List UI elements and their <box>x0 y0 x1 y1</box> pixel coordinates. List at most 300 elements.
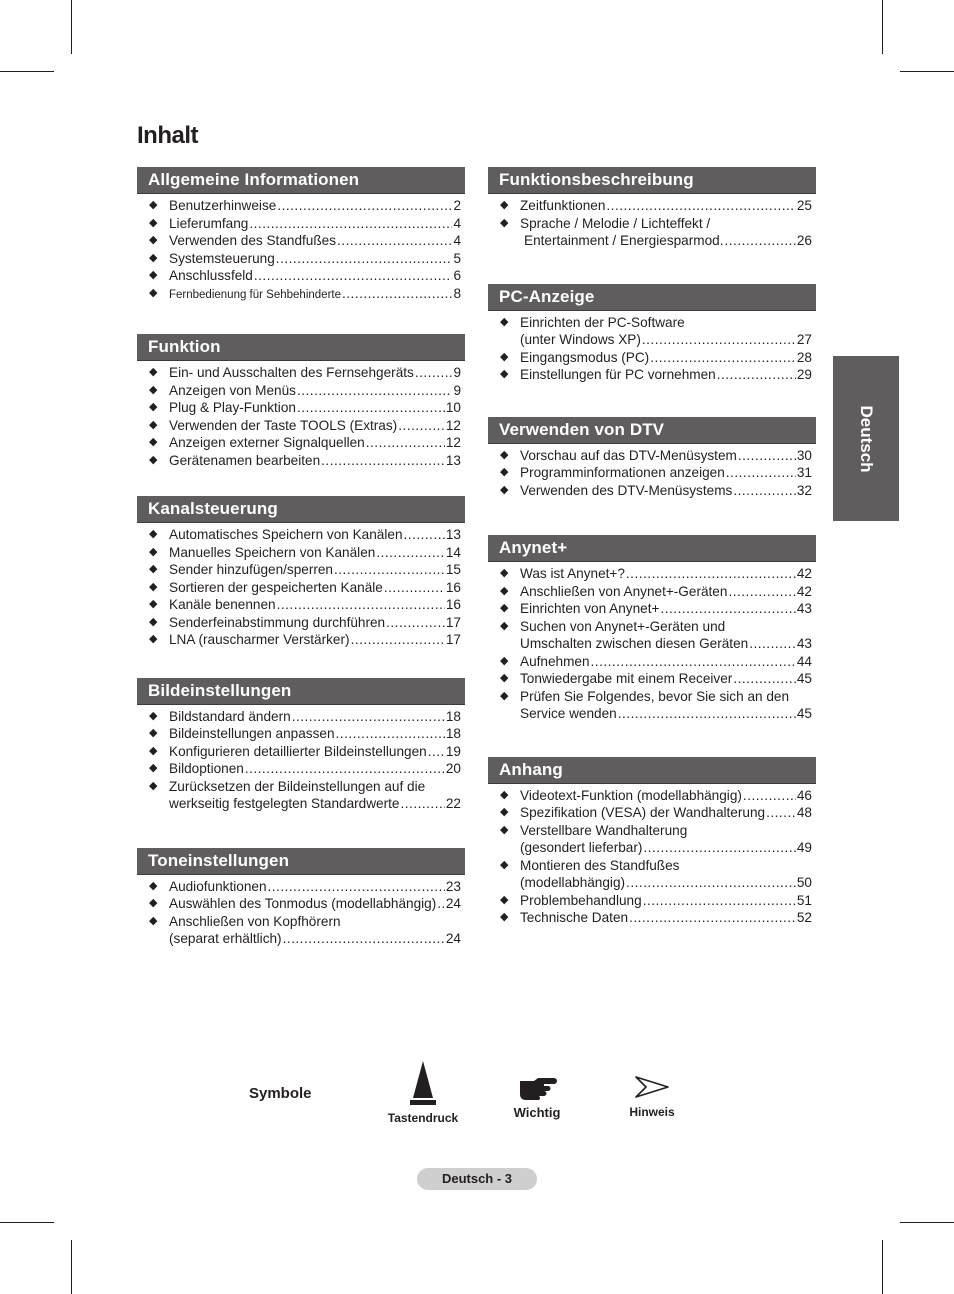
toc-entry-title: Entertainment / Energiesparmod. <box>524 233 724 248</box>
diamond-bullet-icon: ◆ <box>500 584 509 597</box>
diamond-bullet-icon: ◆ <box>500 806 509 818</box>
section-heading: Funktionsbeschreibung <box>488 167 816 194</box>
toc-entry[interactable] <box>137 895 465 913</box>
toc-entry-page: 27 <box>796 332 812 347</box>
diamond-bullet-icon: ◆ <box>500 368 509 380</box>
toc-list <box>137 364 465 469</box>
section-heading: Bildeinstellungen <box>137 678 465 705</box>
toc-entry-title: Bildstandard ändern <box>169 708 291 724</box>
section-heading: Verwenden von DTV <box>488 417 816 444</box>
dot-leader <box>749 635 796 653</box>
toc-entry-title: Plug & Play-Funktion <box>169 400 296 415</box>
toc-entry-page: 13 <box>445 452 461 468</box>
crop-mark <box>882 1240 883 1294</box>
toc-entry-page: 24 <box>445 931 461 946</box>
toc-entry-title-line: Prüfen Sie Folgendes, bevor Sie sich an den <box>520 688 790 704</box>
dot-leader <box>733 482 796 500</box>
toc-entry[interactable] <box>488 583 816 601</box>
toc-entry[interactable] <box>137 197 465 215</box>
toc-section <box>137 848 465 948</box>
toc-entry-title: (gesondert lieferbar) <box>520 840 643 855</box>
toc-entry[interactable] <box>137 544 465 562</box>
dot-leader <box>606 197 795 215</box>
diamond-bullet-icon: ◆ <box>500 619 509 632</box>
diamond-bullet-icon: ◆ <box>149 251 158 264</box>
dot-leader <box>337 232 452 250</box>
toc-section <box>137 334 465 469</box>
toc-entry[interactable] <box>488 653 816 671</box>
toc-entry-page: 19 <box>445 743 461 759</box>
toc-entry-title: Einrichten von Anynet+ <box>520 601 660 616</box>
diamond-bullet-icon: ◆ <box>149 401 158 413</box>
dot-leader <box>386 614 445 632</box>
crop-mark <box>900 1222 954 1223</box>
diamond-bullet-icon: ◆ <box>149 199 158 211</box>
diamond-bullet-icon: ◆ <box>500 788 509 801</box>
section-heading: Kanalsteuerung <box>137 496 465 523</box>
dot-leader <box>351 631 445 649</box>
diamond-bullet-icon: ◆ <box>500 689 509 702</box>
crop-mark <box>0 1222 54 1223</box>
dot-leader <box>733 670 796 688</box>
toc-entry[interactable] <box>488 618 816 653</box>
toc-entry-title: (separat erhältlich) <box>169 931 282 946</box>
toc-left-column <box>137 167 465 948</box>
toc-entry-title: Einstellungen für PC vornehmen <box>520 367 716 382</box>
diamond-bullet-icon: ◆ <box>500 602 509 614</box>
toc-entry-page: 43 <box>796 601 812 616</box>
dot-leader <box>384 579 445 597</box>
toc-entry-title-line: Montieren des Standfußes <box>520 857 680 873</box>
toc-list <box>137 197 465 304</box>
toc-entry[interactable] <box>137 285 465 305</box>
toc-entry-title-line: Zurücksetzen der Bildeinstellungen auf die <box>169 778 426 794</box>
toc-entry-page: 22 <box>445 796 461 811</box>
toc-list <box>137 708 465 813</box>
crop-mark <box>71 1240 72 1294</box>
section-heading: Anynet+ <box>488 535 816 562</box>
toc-entry-page: 13 <box>445 527 461 542</box>
toc-entry-page: 17 <box>445 632 461 647</box>
toc-list <box>488 787 816 927</box>
toc-entry[interactable] <box>488 892 816 910</box>
toc-entry-page: 42 <box>796 583 812 599</box>
toc-entry[interactable] <box>488 857 816 892</box>
crop-mark <box>0 71 54 72</box>
toc-entry[interactable] <box>137 743 465 761</box>
diamond-bullet-icon: ◆ <box>500 483 509 496</box>
toc-entry-title: Aufnehmen <box>520 653 590 669</box>
toc-entry-title-line: Suchen von Anynet+-Geräten und <box>520 618 726 634</box>
diamond-bullet-icon: ◆ <box>149 727 158 739</box>
dot-leader <box>626 565 796 583</box>
page-footer: Deutsch - 3 <box>417 1168 537 1190</box>
dot-leader <box>724 232 795 250</box>
toc-entry-page: 16 <box>445 579 461 595</box>
symbol-caption: Tastendruck <box>387 1111 459 1125</box>
dot-leader <box>642 331 796 349</box>
toc-entry[interactable] <box>137 452 465 470</box>
toc-entry-page: 10 <box>445 400 461 415</box>
toc-entry-page: 45 <box>796 671 812 686</box>
toc-entry[interactable] <box>137 417 465 435</box>
toc-entry-page: 20 <box>445 761 461 776</box>
toc-entry[interactable] <box>137 399 465 417</box>
section-heading: PC-Anzeige <box>488 284 816 311</box>
toc-entry-title: Anzeigen externer Signalquellen <box>169 435 365 450</box>
toc-section <box>137 678 465 813</box>
toc-entry-title: Anzeigen von Menüs <box>169 382 296 398</box>
dot-leader <box>276 250 453 268</box>
toc-entry[interactable] <box>137 561 465 579</box>
dot-leader <box>404 526 445 544</box>
toc-entry[interactable] <box>137 382 465 400</box>
diamond-bullet-icon: ◆ <box>149 744 158 757</box>
toc-section <box>488 757 816 927</box>
toc-entry-page: 18 <box>445 726 461 741</box>
toc-entry-title: Systemsteuerung <box>169 250 275 266</box>
diamond-bullet-icon: ◆ <box>149 366 158 378</box>
toc-entry[interactable] <box>488 804 816 822</box>
toc-entry-page: 44 <box>796 653 812 669</box>
diamond-bullet-icon: ◆ <box>500 567 509 579</box>
diamond-bullet-icon: ◆ <box>149 545 158 558</box>
toc-entry-title: (unter Windows XP) <box>520 332 641 347</box>
toc-entry-title: Fernbedienung für Sehbehinderte <box>169 288 341 301</box>
toc-entry-page: 9 <box>453 382 461 398</box>
dot-leader <box>643 839 795 857</box>
toc-entry[interactable] <box>137 232 465 250</box>
toc-entry[interactable] <box>488 464 816 482</box>
diamond-bullet-icon: ◆ <box>149 779 158 792</box>
toc-entry-page: 31 <box>796 465 812 480</box>
toc-entry[interactable] <box>137 760 465 778</box>
toc-section <box>137 496 465 649</box>
toc-entry-title: Anschließen von Anynet+-Geräten <box>520 583 728 599</box>
toc-entry-page: 9 <box>453 365 461 380</box>
diamond-bullet-icon: ◆ <box>149 528 158 540</box>
diamond-bullet-icon: ◆ <box>500 350 509 363</box>
diamond-bullet-icon: ◆ <box>149 615 158 628</box>
language-side-tab <box>833 356 899 521</box>
toc-entry[interactable] <box>137 526 465 544</box>
section-heading: Toneinstellungen <box>137 848 465 875</box>
diamond-bullet-icon: ◆ <box>500 448 509 461</box>
toc-entry-title: Tonwiedergabe mit einem Receiver <box>520 671 733 686</box>
diamond-bullet-icon: ◆ <box>149 580 158 593</box>
dot-leader <box>629 909 796 927</box>
toc-section <box>488 284 816 384</box>
toc-entry[interactable] <box>137 579 465 597</box>
symbols-label: Symbole <box>249 1085 312 1102</box>
toc-entry-title-line: Sprache / Melodie / Lichteffekt / <box>520 215 711 231</box>
toc-entry-page: 6 <box>453 268 461 283</box>
diamond-bullet-icon: ◆ <box>500 199 509 211</box>
toc-entry-page: 4 <box>453 215 461 231</box>
toc-entry-title: Auswählen des Tonmodus (modellabhängig) <box>169 896 437 911</box>
diamond-bullet-icon: ◆ <box>500 858 509 871</box>
toc-entry-page: 28 <box>796 349 812 365</box>
toc-entry[interactable] <box>137 708 465 726</box>
toc-entry-title: Was ist Anynet+? <box>520 566 625 581</box>
toc-entry-page: 32 <box>796 482 812 498</box>
toc-entry[interactable] <box>488 482 816 500</box>
diamond-bullet-icon: ◆ <box>149 436 158 448</box>
toc-section <box>488 167 816 250</box>
toc-entry-title: Videotext-Funktion (modellabhängig) <box>520 787 742 803</box>
dot-leader <box>297 382 452 400</box>
toc-entry[interactable] <box>488 565 816 583</box>
toc-list <box>488 197 816 250</box>
diamond-bullet-icon: ◆ <box>149 897 158 909</box>
diamond-bullet-icon: ◆ <box>500 672 509 684</box>
dot-leader <box>618 705 796 723</box>
toc-entry[interactable] <box>488 600 816 618</box>
toc-entry-title-line: Anschließen von Kopfhörern <box>169 913 341 929</box>
toc-entry-page: 51 <box>796 892 812 908</box>
toc-entry-title: Verwenden der Taste TOOLS (Extras) <box>169 417 398 433</box>
diamond-bullet-icon: ◆ <box>149 286 158 299</box>
toc-entry-page: 24 <box>445 896 461 911</box>
toc-section <box>137 167 465 304</box>
diamond-bullet-icon: ◆ <box>500 823 509 836</box>
toc-list <box>488 314 816 384</box>
toc-entry[interactable] <box>137 596 465 614</box>
dot-leader <box>245 760 445 778</box>
toc-entry-page: 50 <box>796 875 812 890</box>
toc-entry-page: 18 <box>445 708 461 724</box>
toc-entry-title: Senderfeinabstimmung durchführen <box>169 614 386 630</box>
toc-entry-page: 17 <box>445 614 461 630</box>
toc-entry[interactable] <box>137 250 465 268</box>
crop-mark <box>882 0 883 54</box>
section-heading: Anhang <box>488 757 816 784</box>
diamond-bullet-icon: ◆ <box>149 762 158 774</box>
symbol-caption: Wichtig <box>513 1105 561 1120</box>
toc-section <box>488 535 816 723</box>
diamond-bullet-icon: ◆ <box>149 879 158 892</box>
dot-leader <box>400 795 444 813</box>
toc-entry-title: Konfigurieren detaillierter Bildeinstellungen <box>169 743 427 759</box>
toc-entry[interactable] <box>488 366 816 384</box>
toc-entry-title: Gerätenamen bearbeiten <box>169 452 321 468</box>
diamond-bullet-icon: ◆ <box>149 598 158 610</box>
toc-entry[interactable] <box>137 878 465 896</box>
toc-entry-title: Verwenden des DTV-Menüsystems <box>520 482 733 498</box>
toc-list <box>488 565 816 723</box>
diamond-bullet-icon: ◆ <box>149 914 158 927</box>
diamond-bullet-icon: ◆ <box>149 269 158 281</box>
toc-entry[interactable] <box>488 197 816 215</box>
toc-entry[interactable] <box>488 314 816 349</box>
page-title: Inhalt <box>137 122 198 149</box>
toc-entry[interactable] <box>488 215 816 250</box>
toc-entry-title: Sortieren der gespeicherten Kanäle <box>169 579 383 595</box>
toc-entry-title: Benutzerhinweise <box>169 198 277 213</box>
toc-entry-title: Automatisches Speichern von Kanälen <box>169 527 403 542</box>
toc-entry-title: Programminformationen anzeigen <box>520 465 725 480</box>
toc-entry-title: Ein- und Ausschalten des Fernsehgeräts <box>169 365 414 380</box>
dot-leader <box>366 434 445 452</box>
dot-leader <box>728 583 795 601</box>
toc-entry-title: Anschlussfeld <box>169 268 253 283</box>
toc-entry[interactable] <box>137 434 465 452</box>
dot-leader <box>591 653 796 671</box>
toc-entry[interactable] <box>488 909 816 927</box>
toc-entry-page: 29 <box>796 367 812 382</box>
toc-entry-title: Kanäle benennen <box>169 597 276 612</box>
diamond-bullet-icon: ◆ <box>500 216 509 229</box>
toc-entry-page: 52 <box>796 910 812 925</box>
dot-leader <box>277 197 452 215</box>
toc-entry-title: Problembehandlung <box>520 892 642 908</box>
toc-entry-title: (modellabhängig) <box>520 875 626 890</box>
toc-entry[interactable] <box>488 688 816 723</box>
section-heading: Allgemeine Informationen <box>137 167 465 194</box>
press-arrow-icon <box>408 1060 438 1106</box>
dot-leader <box>249 215 452 233</box>
diamond-bullet-icon: ◆ <box>500 315 509 328</box>
toc-entry-page: 23 <box>445 878 461 894</box>
diamond-bullet-icon: ◆ <box>149 453 158 466</box>
symbol-important <box>500 1072 574 1120</box>
diamond-bullet-icon: ◆ <box>500 911 509 923</box>
dot-leader <box>726 464 796 482</box>
toc-entry[interactable] <box>137 215 465 233</box>
dot-leader <box>428 743 445 761</box>
toc-entry-page: 4 <box>453 233 461 248</box>
toc-entry[interactable] <box>137 913 465 948</box>
dot-leader <box>738 447 796 465</box>
toc-entry[interactable] <box>488 349 816 367</box>
diamond-bullet-icon: ◆ <box>149 234 158 246</box>
diamond-bullet-icon: ◆ <box>149 418 158 431</box>
diamond-bullet-icon: ◆ <box>500 893 509 906</box>
toc-entry-page: 42 <box>796 566 812 581</box>
toc-entry-page: 14 <box>445 544 461 560</box>
dot-leader <box>297 399 445 417</box>
toc-entry-title: Technische Daten <box>520 910 629 925</box>
toc-entry-title: Audiofunktionen <box>169 878 267 894</box>
dot-leader <box>717 366 796 384</box>
dot-leader <box>321 452 445 470</box>
toc-entry-page: 15 <box>445 562 461 577</box>
dot-leader <box>277 596 445 614</box>
toc-entry-page: 8 <box>453 285 461 301</box>
dot-leader <box>292 708 445 726</box>
toc-list <box>137 878 465 948</box>
dot-leader <box>743 787 796 805</box>
toc-entry-title: Sender hinzufügen/sperren <box>169 562 333 577</box>
crop-mark <box>71 0 72 54</box>
dot-leader <box>660 600 795 618</box>
dot-leader <box>336 725 445 743</box>
toc-entry-page: 30 <box>796 447 812 463</box>
toc-entry-title: Umschalten zwischen diesen Geräten <box>520 636 749 651</box>
toc-entry[interactable] <box>137 725 465 743</box>
toc-entry-title: Verwenden des Standfußes <box>169 233 337 248</box>
dot-leader <box>342 285 452 303</box>
toc-entry-title: Bildeinstellungen anpassen <box>169 726 335 741</box>
toc-entry-page: 12 <box>445 417 461 433</box>
toc-entry[interactable] <box>137 364 465 382</box>
dot-leader <box>643 892 796 910</box>
diamond-bullet-icon: ◆ <box>149 383 158 396</box>
toc-list <box>137 526 465 649</box>
diamond-bullet-icon: ◆ <box>500 466 509 478</box>
toc-entry[interactable] <box>488 447 816 465</box>
section-heading: Funktion <box>137 334 465 361</box>
toc-section <box>488 417 816 500</box>
toc-entry-page: 12 <box>445 435 461 450</box>
language-side-tab-label: Deutsch <box>857 404 876 473</box>
toc-entry-page: 49 <box>796 840 812 855</box>
toc-entry[interactable] <box>137 778 465 813</box>
toc-entry-page: 45 <box>796 706 812 721</box>
toc-entry-page: 26 <box>796 233 812 248</box>
toc-entry-page: 46 <box>796 787 812 803</box>
toc-entry-page: 25 <box>796 198 812 213</box>
symbol-press <box>385 1060 461 1125</box>
toc-entry-title: Eingangsmodus (PC) <box>520 349 650 365</box>
dot-leader <box>437 895 445 913</box>
toc-entry[interactable] <box>488 670 816 688</box>
dot-leader <box>650 349 796 367</box>
toc-entry-title: Manuelles Speichern von Kanälen <box>169 544 376 560</box>
toc-entry-title-line: Einrichten der PC-Software <box>520 314 685 330</box>
toc-entry-title: Zeitfunktionen <box>520 198 606 213</box>
toc-entry-title: Lieferumfang <box>169 215 249 231</box>
diamond-bullet-icon: ◆ <box>149 709 158 722</box>
diamond-bullet-icon: ◆ <box>149 563 158 575</box>
toc-entry[interactable] <box>137 267 465 285</box>
diamond-bullet-icon: ◆ <box>149 633 158 645</box>
dot-leader <box>254 267 453 285</box>
toc-entry-title-line: Verstellbare Wandhalterung <box>520 822 688 838</box>
dot-leader <box>626 874 796 892</box>
toc-entry-title: Service wenden <box>520 706 617 721</box>
toc-entry-page: 5 <box>453 250 461 266</box>
toc-entry-page: 16 <box>445 597 461 612</box>
arrowhead-icon <box>634 1074 670 1100</box>
dot-leader <box>334 561 445 579</box>
diamond-bullet-icon: ◆ <box>500 654 509 667</box>
toc-entry-title: Spezifikation (VESA) der Wandhalterung <box>520 805 766 820</box>
dot-leader <box>398 417 445 435</box>
toc-entry-title: Bildoptionen <box>169 761 244 776</box>
toc-entry[interactable] <box>488 787 816 805</box>
toc-entry-page: 2 <box>453 198 461 213</box>
dot-leader <box>283 930 445 948</box>
pointing-hand-icon <box>517 1072 557 1100</box>
dot-leader <box>376 544 445 562</box>
dot-leader <box>268 878 445 896</box>
toc-entry-title: LNA (rauscharmer Verstärker) <box>169 632 350 647</box>
toc-entry[interactable] <box>137 631 465 649</box>
toc-entry-title: Vorschau auf das DTV-Menüsystem <box>520 447 737 463</box>
dot-leader <box>766 804 796 822</box>
diamond-bullet-icon: ◆ <box>149 216 158 229</box>
toc-right-column <box>488 167 816 927</box>
toc-entry-page: 43 <box>796 636 812 651</box>
symbol-note <box>617 1074 687 1119</box>
toc-entry-page: 48 <box>796 805 812 820</box>
dot-leader <box>415 364 453 382</box>
toc-entry[interactable] <box>137 614 465 632</box>
crop-mark <box>900 71 954 72</box>
toc-entry-title: werkseitig festgelegten Standardwerte <box>169 796 400 811</box>
toc-entry[interactable] <box>488 822 816 857</box>
